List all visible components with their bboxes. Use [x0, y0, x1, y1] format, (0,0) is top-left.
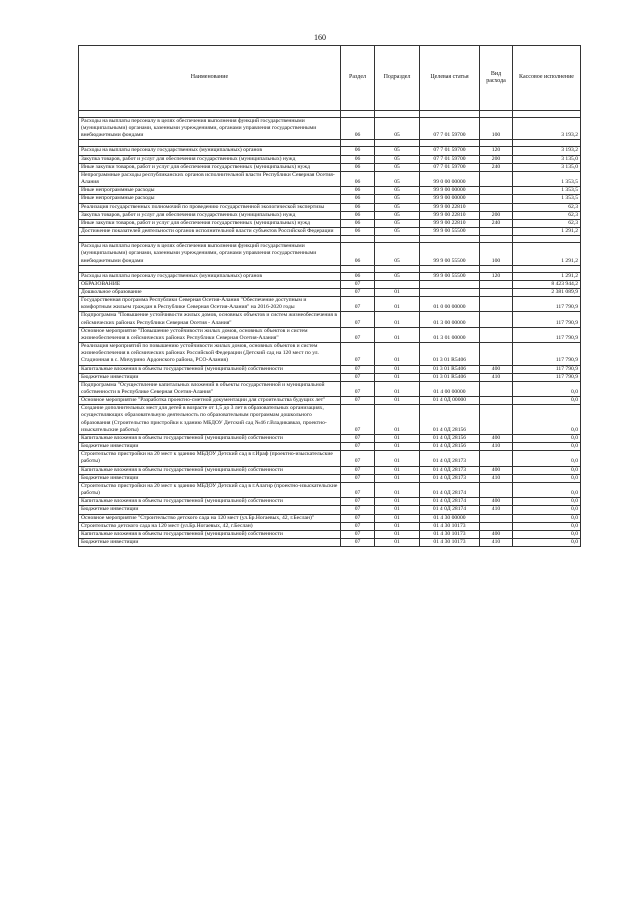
cell-name: Закупка товаров, работ и услуг для обеспечения государственных (муниципальных) нужд: [79, 211, 341, 219]
cell-target-article: 07 7 01 59700: [420, 147, 480, 155]
table-row: [79, 451, 581, 466]
cell-target-article: 99 9 00 22810: [420, 211, 480, 219]
cell-subsection: [375, 280, 420, 288]
cell-target-article: [420, 280, 480, 288]
cell-amount: 62,3: [513, 203, 581, 211]
cell-target-article: 01 3 00 00000: [420, 312, 480, 327]
cell-section: 06: [341, 147, 375, 155]
cell-expense-type: [480, 111, 513, 118]
cell-target-article: [420, 111, 480, 118]
table-row: [79, 219, 581, 227]
cell-subsection: 01: [375, 365, 420, 373]
cell-name: Бюджетные инвестиции: [79, 373, 341, 381]
cell-amount: [513, 265, 581, 272]
cell-section: 06: [341, 272, 375, 280]
cell-amount: 0,0: [513, 538, 581, 546]
cell-subsection: 05: [375, 187, 420, 195]
cell-name: Непрограммные расходы республиканских органов исполнительной власти Республики Северная Осетия-Алания: [79, 171, 341, 186]
cell-name: Строительство пристройки на 20 мест к зданию МБДОУ Детский сад в г.Ираф (проектно-изыскательские работы): [79, 451, 341, 466]
cell-target-article: 01 4 0Д 28174: [420, 506, 480, 514]
cell-section: [341, 236, 375, 243]
cell-subsection: 05: [375, 272, 420, 280]
cell-name: Дошкольное образование: [79, 288, 341, 296]
cell-name: Капитальные вложения в объекты государственной (муниципальной) собственности: [79, 530, 341, 538]
cell-subsection: 01: [375, 466, 420, 474]
cell-name: Строительство пристройки на 20 мест к зданию МБДОУ Детский сад в г.Алагир (проектно-изыскательские работы): [79, 482, 341, 497]
cell-section: 07: [341, 530, 375, 538]
table-row: [79, 187, 581, 195]
cell-subsection: 05: [375, 219, 420, 227]
table-row: [79, 236, 581, 243]
cell-subsection: 01: [375, 498, 420, 506]
cell-target-article: 01 0 00 00000: [420, 297, 480, 312]
cell-expense-type: [480, 514, 513, 522]
table-row: [79, 530, 581, 538]
table-row: [79, 343, 581, 365]
cell-target-article: 01 4 0Д 28173: [420, 451, 480, 466]
cell-subsection: 05: [375, 195, 420, 203]
cell-expense-type: 100: [480, 118, 513, 140]
cell-expense-type: [480, 195, 513, 203]
cell-amount: 117 790,9: [513, 343, 581, 365]
cell-name: Основное мероприятие "Строительство детского сада на 120 мест (ул.Бр.Ногаевых, 42, г.Беслан)": [79, 514, 341, 522]
cell-target-article: 01 3 01 R5406: [420, 343, 480, 365]
cell-expense-type: [480, 327, 513, 342]
cell-section: 07: [341, 538, 375, 546]
cell-subsection: [375, 111, 420, 118]
cell-expense-type: 240: [480, 163, 513, 171]
cell-target-article: 07 7 01 59700: [420, 163, 480, 171]
table-row: [79, 140, 581, 147]
cell-subsection: 01: [375, 288, 420, 296]
cell-expense-type: [480, 203, 513, 211]
cell-expense-type: [480, 381, 513, 396]
cell-subsection: 01: [375, 434, 420, 442]
cell-section: 06: [341, 155, 375, 163]
cell-amount: 1 353,5: [513, 187, 581, 195]
cell-amount: 0,0: [513, 405, 581, 435]
cell-section: 06: [341, 203, 375, 211]
cell-amount: 1 291,2: [513, 272, 581, 280]
cell-subsection: 05: [375, 243, 420, 265]
cell-section: 06: [341, 187, 375, 195]
cell-subsection: 01: [375, 538, 420, 546]
cell-target-article: 99 9 00 55500: [420, 228, 480, 236]
cell-expense-type: 410: [480, 538, 513, 546]
cell-name: Капитальные вложения в объекты государственной (муниципальной) собственности: [79, 365, 341, 373]
cell-expense-type: [480, 297, 513, 312]
cell-target-article: 99 9 00 00000: [420, 187, 480, 195]
cell-amount: 117 790,9: [513, 365, 581, 373]
cell-subsection: 01: [375, 397, 420, 405]
cell-amount: 0,0: [513, 397, 581, 405]
table-row: [79, 498, 581, 506]
cell-target-article: 01 4 0Д 28156: [420, 405, 480, 435]
cell-amount: 0,0: [513, 381, 581, 396]
cell-name: Расходы на выплаты персоналу государственных (муниципальных) органов: [79, 147, 341, 155]
cell-expense-type: [480, 228, 513, 236]
cell-amount: 0,0: [513, 482, 581, 497]
cell-target-article: 99 9 00 22810: [420, 219, 480, 227]
table-row: [79, 163, 581, 171]
cell-target-article: 01 4 0Д 00000: [420, 397, 480, 405]
cell-amount: 8 423 944,2: [513, 280, 581, 288]
cell-subsection: 05: [375, 147, 420, 155]
cell-subsection: 01: [375, 443, 420, 451]
table-row: [79, 211, 581, 219]
cell-name: Строительство детского сада на 120 мест (ул.Бр.Ногаевых, 42, г.Беслан): [79, 522, 341, 530]
cell-expense-type: [480, 280, 513, 288]
cell-expense-type: 400: [480, 365, 513, 373]
cell-name: [79, 236, 341, 243]
cell-name: Достижение показателей деятельности органов исполнительной власти субъектов Российской Федерации: [79, 228, 341, 236]
cell-expense-type: 410: [480, 373, 513, 381]
table-row: [79, 482, 581, 497]
cell-name: Расходы на выплаты персоналу государственных (муниципальных) органов: [79, 272, 341, 280]
cell-section: 07: [341, 397, 375, 405]
cell-amount: 0,0: [513, 514, 581, 522]
cell-subsection: 01: [375, 405, 420, 435]
cell-subsection: 01: [375, 312, 420, 327]
table-row: [79, 443, 581, 451]
cell-name: Подпрограмма "Повышение устойчивости жилых домов, основных объектов и систем жизнеобеспечения в сейсмических районах Республики Северная Осетия - Алания": [79, 312, 341, 327]
cell-target-article: 01 4 00 00000: [420, 381, 480, 396]
cell-subsection: [375, 236, 420, 243]
cell-amount: 62,3: [513, 219, 581, 227]
table-row: [79, 272, 581, 280]
cell-target-article: [420, 265, 480, 272]
table-row: [79, 228, 581, 236]
cell-section: 07: [341, 451, 375, 466]
cell-name: Реализация государственных полномочий по проведению государственной экологической экспертизы: [79, 203, 341, 211]
header-subsection: Подраздел: [375, 46, 420, 111]
cell-expense-type: [480, 140, 513, 147]
cell-name: Основное мероприятие "Повышение устойчивости жилых домов, основных объектов и систем жизнеобеспечения в сейсмических районах Республики Северная Осетия-Алания": [79, 327, 341, 342]
cell-target-article: 01 3 01 R5406: [420, 373, 480, 381]
cell-section: 06: [341, 219, 375, 227]
table-row: [79, 288, 581, 296]
cell-expense-type: [480, 522, 513, 530]
cell-subsection: 05: [375, 171, 420, 186]
cell-subsection: 01: [375, 451, 420, 466]
cell-section: 07: [341, 482, 375, 497]
cell-section: 06: [341, 118, 375, 140]
table-row: [79, 405, 581, 435]
cell-name: Иные непрограммные расходы: [79, 195, 341, 203]
table-body: [79, 111, 581, 547]
table-row: [79, 171, 581, 186]
cell-amount: 0,0: [513, 506, 581, 514]
cell-subsection: 05: [375, 155, 420, 163]
cell-section: 07: [341, 297, 375, 312]
table-row: [79, 522, 581, 530]
cell-expense-type: 240: [480, 219, 513, 227]
table-row: [79, 434, 581, 442]
cell-name: Бюджетные инвестиции: [79, 474, 341, 482]
cell-subsection: 01: [375, 514, 420, 522]
cell-target-article: 99 9 00 00000: [420, 195, 480, 203]
header-section: Раздел: [341, 46, 375, 111]
cell-amount: 0,0: [513, 451, 581, 466]
cell-amount: 0,0: [513, 522, 581, 530]
cell-amount: 1 353,5: [513, 195, 581, 203]
cell-amount: 3 135,0: [513, 155, 581, 163]
cell-amount: 0,0: [513, 530, 581, 538]
table-row: [79, 506, 581, 514]
cell-amount: 117 790,9: [513, 373, 581, 381]
cell-target-article: 01 3 01 00000: [420, 327, 480, 342]
table-row: [79, 297, 581, 312]
cell-name: Бюджетные инвестиции: [79, 443, 341, 451]
cell-amount: 0,0: [513, 474, 581, 482]
cell-target-article: 01 4 0Д 28174: [420, 498, 480, 506]
cell-name: Капитальные вложения в объекты государственной (муниципальной) собственности: [79, 466, 341, 474]
cell-expense-type: [480, 451, 513, 466]
cell-subsection: 05: [375, 118, 420, 140]
cell-section: 07: [341, 312, 375, 327]
cell-section: 07: [341, 443, 375, 451]
cell-name: Бюджетные инвестиции: [79, 538, 341, 546]
table-row: [79, 514, 581, 522]
cell-amount: 117 790,9: [513, 297, 581, 312]
cell-name: [79, 111, 341, 118]
header-name: Наименование: [79, 46, 341, 111]
cell-section: 07: [341, 434, 375, 442]
cell-subsection: 05: [375, 163, 420, 171]
table-row: [79, 397, 581, 405]
cell-amount: [513, 236, 581, 243]
cell-target-article: 07 7 01 59700: [420, 118, 480, 140]
cell-section: 07: [341, 405, 375, 435]
cell-expense-type: 400: [480, 466, 513, 474]
cell-name: Расходы на выплаты персоналу в целях обеспечения выполнения функций государственными (муниципальными) органами, казенными учреждениями, органами управления государственными внебюджетными фондами: [79, 118, 341, 140]
cell-section: 07: [341, 498, 375, 506]
cell-target-article: 01 4 0Д 28173: [420, 466, 480, 474]
cell-section: 07: [341, 365, 375, 373]
cell-section: 07: [341, 280, 375, 288]
table-row: [79, 373, 581, 381]
cell-name: Государственная программа Республики Северная Осетия-Алания "Обеспечение доступным и комфортным жильем граждан в Республике Северная Осетия-Алания" на 2016-2020 годы: [79, 297, 341, 312]
cell-section: 07: [341, 288, 375, 296]
cell-amount: [513, 111, 581, 118]
cell-expense-type: [480, 236, 513, 243]
cell-name: Иные непрограммные расходы: [79, 187, 341, 195]
cell-subsection: 01: [375, 381, 420, 396]
cell-name: Расходы на выплаты персоналу в целях обеспечения выполнения функций государственными (муниципальными) органами, казенными учреждениями, органами управления государственными внебюджетными фондами: [79, 243, 341, 265]
table-row: [79, 365, 581, 373]
cell-expense-type: [480, 171, 513, 186]
table-row: [79, 280, 581, 288]
cell-expense-type: 200: [480, 155, 513, 163]
cell-section: 07: [341, 506, 375, 514]
cell-name: Иные закупки товаров, работ и услуг для обеспечения государственных (муниципальных) нужд: [79, 219, 341, 227]
cell-expense-type: 200: [480, 211, 513, 219]
cell-amount: [513, 140, 581, 147]
table-row: [79, 312, 581, 327]
cell-amount: 0,0: [513, 498, 581, 506]
cell-expense-type: [480, 343, 513, 365]
cell-target-article: 07 7 01 59700: [420, 155, 480, 163]
table-row: [79, 474, 581, 482]
cell-target-article: 01 4 0Д 28156: [420, 443, 480, 451]
table-row: [79, 381, 581, 396]
cell-section: 07: [341, 343, 375, 365]
cell-expense-type: 410: [480, 506, 513, 514]
cell-name: Иные закупки товаров, работ и услуг для обеспечения государственных (муниципальных) нужд: [79, 163, 341, 171]
cell-name: Капитальные вложения в объекты государственной (муниципальной) собственности: [79, 498, 341, 506]
cell-expense-type: 400: [480, 434, 513, 442]
cell-subsection: 01: [375, 327, 420, 342]
cell-section: 06: [341, 195, 375, 203]
cell-subsection: 01: [375, 343, 420, 365]
cell-name: Бюджетные инвестиции: [79, 506, 341, 514]
cell-name: Создание дополнительных мест для детей в возрасте от 1,5 до 3 лет в образовательных организациях, осуществляющих образовательную деятельность по образовательным программам дошкольного образования (Строительство пристройки к зданию МБДОУ Детский сад №46 г.Владикавказ, проектно-изыскательские работы): [79, 405, 341, 435]
cell-section: 06: [341, 211, 375, 219]
cell-subsection: [375, 265, 420, 272]
cell-amount: 1 353,5: [513, 171, 581, 186]
cell-section: 06: [341, 163, 375, 171]
cell-expense-type: 120: [480, 272, 513, 280]
cell-amount: 0,0: [513, 466, 581, 474]
cell-expense-type: [480, 312, 513, 327]
cell-target-article: 01 4 30 10173: [420, 522, 480, 530]
cell-target-article: [420, 288, 480, 296]
cell-name: Подпрограмма "Осуществление капитальных вложений в объекты государственной и муниципальной собственности в Республике Северная Осетия-Алания": [79, 381, 341, 396]
cell-expense-type: [480, 482, 513, 497]
table-header-row: [79, 46, 581, 111]
cell-target-article: 01 4 0Д 28156: [420, 434, 480, 442]
table-row: [79, 466, 581, 474]
cell-subsection: 01: [375, 482, 420, 497]
cell-amount: 117 790,9: [513, 327, 581, 342]
cell-subsection: 01: [375, 373, 420, 381]
cell-amount: 3 135,0: [513, 163, 581, 171]
cell-expense-type: 120: [480, 147, 513, 155]
table-row: [79, 155, 581, 163]
cell-name: Закупка товаров, работ и услуг для обеспечения государственных (муниципальных) нужд: [79, 155, 341, 163]
cell-section: 07: [341, 327, 375, 342]
cell-amount: 2 381 089,9: [513, 288, 581, 296]
table-row: [79, 265, 581, 272]
cell-subsection: 01: [375, 522, 420, 530]
table-row: [79, 111, 581, 118]
cell-expense-type: [480, 288, 513, 296]
cell-target-article: 99 9 00 55500: [420, 272, 480, 280]
header-expense-type: Вид расхода: [480, 46, 513, 111]
cell-section: 07: [341, 474, 375, 482]
cell-target-article: [420, 236, 480, 243]
cell-amount: 62,3: [513, 211, 581, 219]
cell-amount: 3 193,2: [513, 118, 581, 140]
cell-name: Капитальные вложения в объекты государственной (муниципальной) собственности: [79, 434, 341, 442]
cell-expense-type: [480, 265, 513, 272]
cell-expense-type: [480, 405, 513, 435]
table-row: [79, 538, 581, 546]
cell-section: 06: [341, 228, 375, 236]
cell-amount: 1 291,2: [513, 228, 581, 236]
cell-amount: 117 790,9: [513, 312, 581, 327]
cell-expense-type: 100: [480, 243, 513, 265]
page-number: 160: [314, 33, 326, 42]
header-cash-execution: Кассовое исполнение: [513, 46, 581, 111]
cell-subsection: 05: [375, 203, 420, 211]
cell-target-article: 01 4 0Д 28173: [420, 474, 480, 482]
cell-amount: 0,0: [513, 434, 581, 442]
cell-subsection: 05: [375, 211, 420, 219]
cell-section: 06: [341, 171, 375, 186]
cell-target-article: 01 4 0Д 28174: [420, 482, 480, 497]
cell-name: Основное мероприятие "Разработка проектно-сметной документации для строительства будущих лет": [79, 397, 341, 405]
cell-target-article: 99 9 00 22810: [420, 203, 480, 211]
cell-subsection: [375, 140, 420, 147]
cell-section: [341, 265, 375, 272]
cell-section: 06: [341, 243, 375, 265]
table-row: [79, 147, 581, 155]
cell-target-article: [420, 140, 480, 147]
cell-expense-type: 410: [480, 443, 513, 451]
cell-expense-type: 400: [480, 498, 513, 506]
cell-name: [79, 265, 341, 272]
cell-expense-type: 400: [480, 530, 513, 538]
cell-target-article: 01 4 30 00000: [420, 514, 480, 522]
budget-execution-table: [78, 45, 581, 547]
cell-section: 07: [341, 514, 375, 522]
table-row: [79, 195, 581, 203]
cell-subsection: 05: [375, 228, 420, 236]
table-row: [79, 203, 581, 211]
cell-expense-type: [480, 187, 513, 195]
cell-name: ОБРАЗОВАНИЕ: [79, 280, 341, 288]
cell-section: 07: [341, 466, 375, 474]
table-row: [79, 118, 581, 140]
cell-name: Реализация мероприятий по повышению устойчивости жилых домов, основных объектов и систем жизнеобеспечения в сейсмических районах Российской Федерации (Детский сад на 120 мест по ул. Стадионная в с. Мичурино Ардонского района, РСО-Алания): [79, 343, 341, 365]
cell-name: [79, 140, 341, 147]
cell-amount: 0,0: [513, 443, 581, 451]
cell-subsection: 01: [375, 530, 420, 538]
cell-target-article: 99 9 00 55500: [420, 243, 480, 265]
cell-section: [341, 140, 375, 147]
cell-section: 07: [341, 522, 375, 530]
cell-section: 07: [341, 381, 375, 396]
cell-expense-type: [480, 397, 513, 405]
cell-target-article: 99 0 00 00000: [420, 171, 480, 186]
cell-expense-type: 410: [480, 474, 513, 482]
cell-subsection: 01: [375, 474, 420, 482]
table-row: [79, 243, 581, 265]
cell-section: 07: [341, 373, 375, 381]
cell-target-article: 01 4 30 10173: [420, 530, 480, 538]
header-target-article: Целевая статья: [420, 46, 480, 111]
cell-amount: 1 291,2: [513, 243, 581, 265]
cell-section: [341, 111, 375, 118]
cell-subsection: 01: [375, 297, 420, 312]
cell-amount: 3 193,2: [513, 147, 581, 155]
cell-target-article: 01 3 01 R5406: [420, 365, 480, 373]
cell-subsection: 01: [375, 506, 420, 514]
table-row: [79, 327, 581, 342]
cell-target-article: 01 4 30 10173: [420, 538, 480, 546]
